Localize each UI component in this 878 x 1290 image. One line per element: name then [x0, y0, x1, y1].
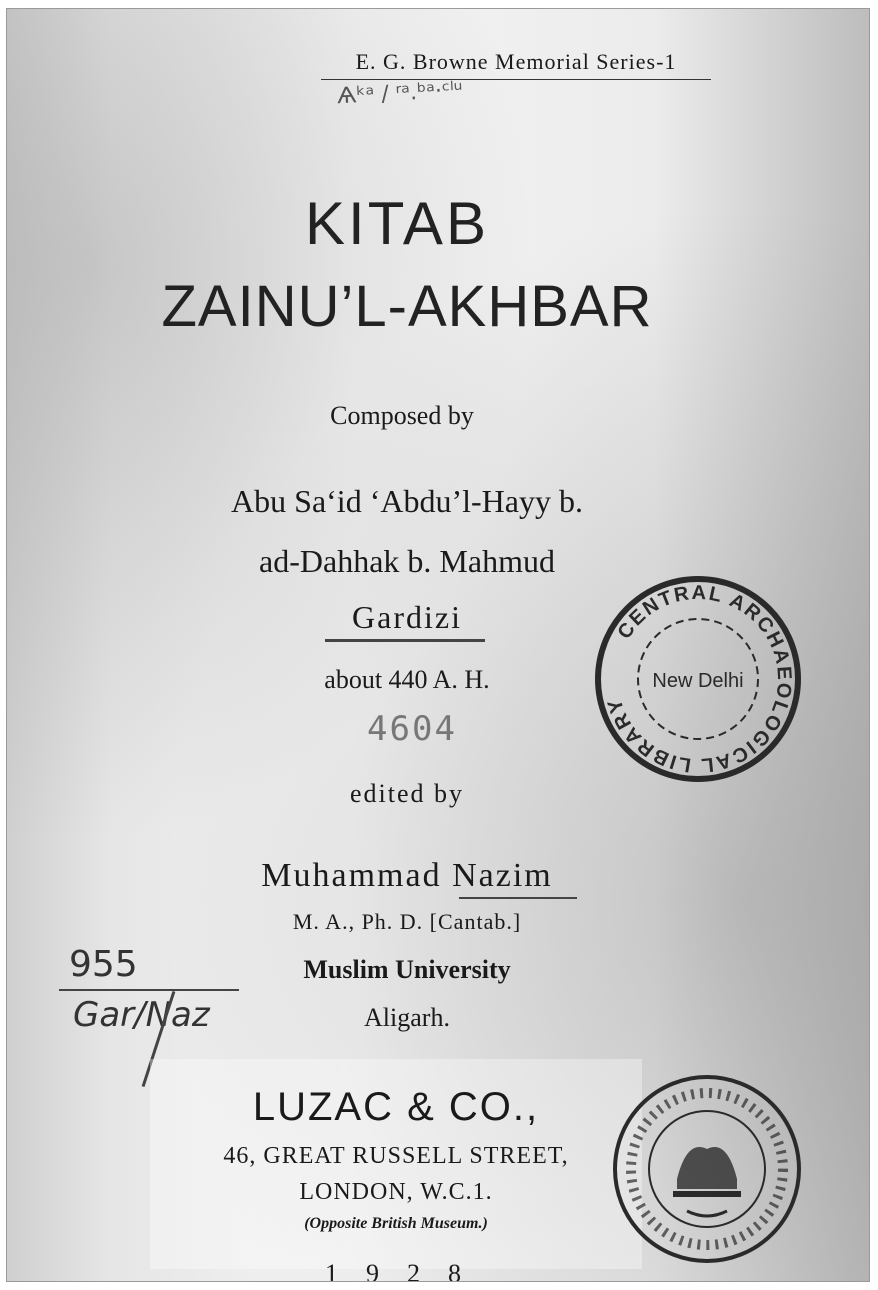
title-line-2: ZAINU’L-AKHBAR [161, 274, 653, 339]
library-stamp-icon [593, 569, 803, 789]
editor-underline [459, 897, 577, 899]
editor-city: Aligarh. [364, 1003, 450, 1032]
composition-date: about 440 A. H. [324, 665, 490, 694]
arabic-seal-icon [607, 1069, 807, 1269]
author-underline [325, 639, 485, 642]
publisher-name: LUZAC & CO., [252, 1085, 540, 1129]
accession-number: 4604 [367, 709, 457, 749]
author-line-1: Abu Sa‘id ‘Abdu’l-Hayy b. [231, 483, 583, 519]
call-number-rule [59, 989, 239, 991]
title-line-1: KITAB [305, 190, 489, 257]
arabic-seal [607, 1069, 807, 1269]
publisher-note: (Opposite British Museum.) [304, 1215, 488, 1232]
editor-name: Muhammad Nazim [261, 857, 553, 894]
call-number-class: 955 [69, 944, 138, 985]
stamp-center-text: New Delhi [652, 670, 744, 692]
stamp-ring-textpath: CENTRAL ARCHAEOLOGICAL LIBRARY [603, 581, 796, 777]
publication-year: 1928 [325, 1259, 489, 1282]
publisher-street: 46, GREAT RUSSELL STREET, [223, 1143, 569, 1169]
call-number-author: Gar/Naz [73, 995, 210, 1035]
publisher-city: LONDON, W.C.1. [299, 1179, 493, 1205]
title-page [6, 8, 870, 1282]
author-line-3: Gardizi [352, 599, 462, 635]
handwritten-annotation: Ѧᵏᵃ / ʳᵃ.ᵇᵃ·ᶜˡᵘ [336, 77, 464, 110]
editor-university: Muslim University [303, 955, 511, 984]
edited-by-label: edited by [349, 779, 465, 808]
library-stamp [593, 569, 803, 789]
author-line-2: ad-Dahhak b. Mahmud [259, 543, 555, 579]
composed-by-label: Composed by [330, 401, 474, 430]
editor-degree: M. A., Ph. D. [Cantab.] [292, 909, 522, 934]
series-heading: E. G. Browne Memorial Series-1 [321, 49, 711, 80]
